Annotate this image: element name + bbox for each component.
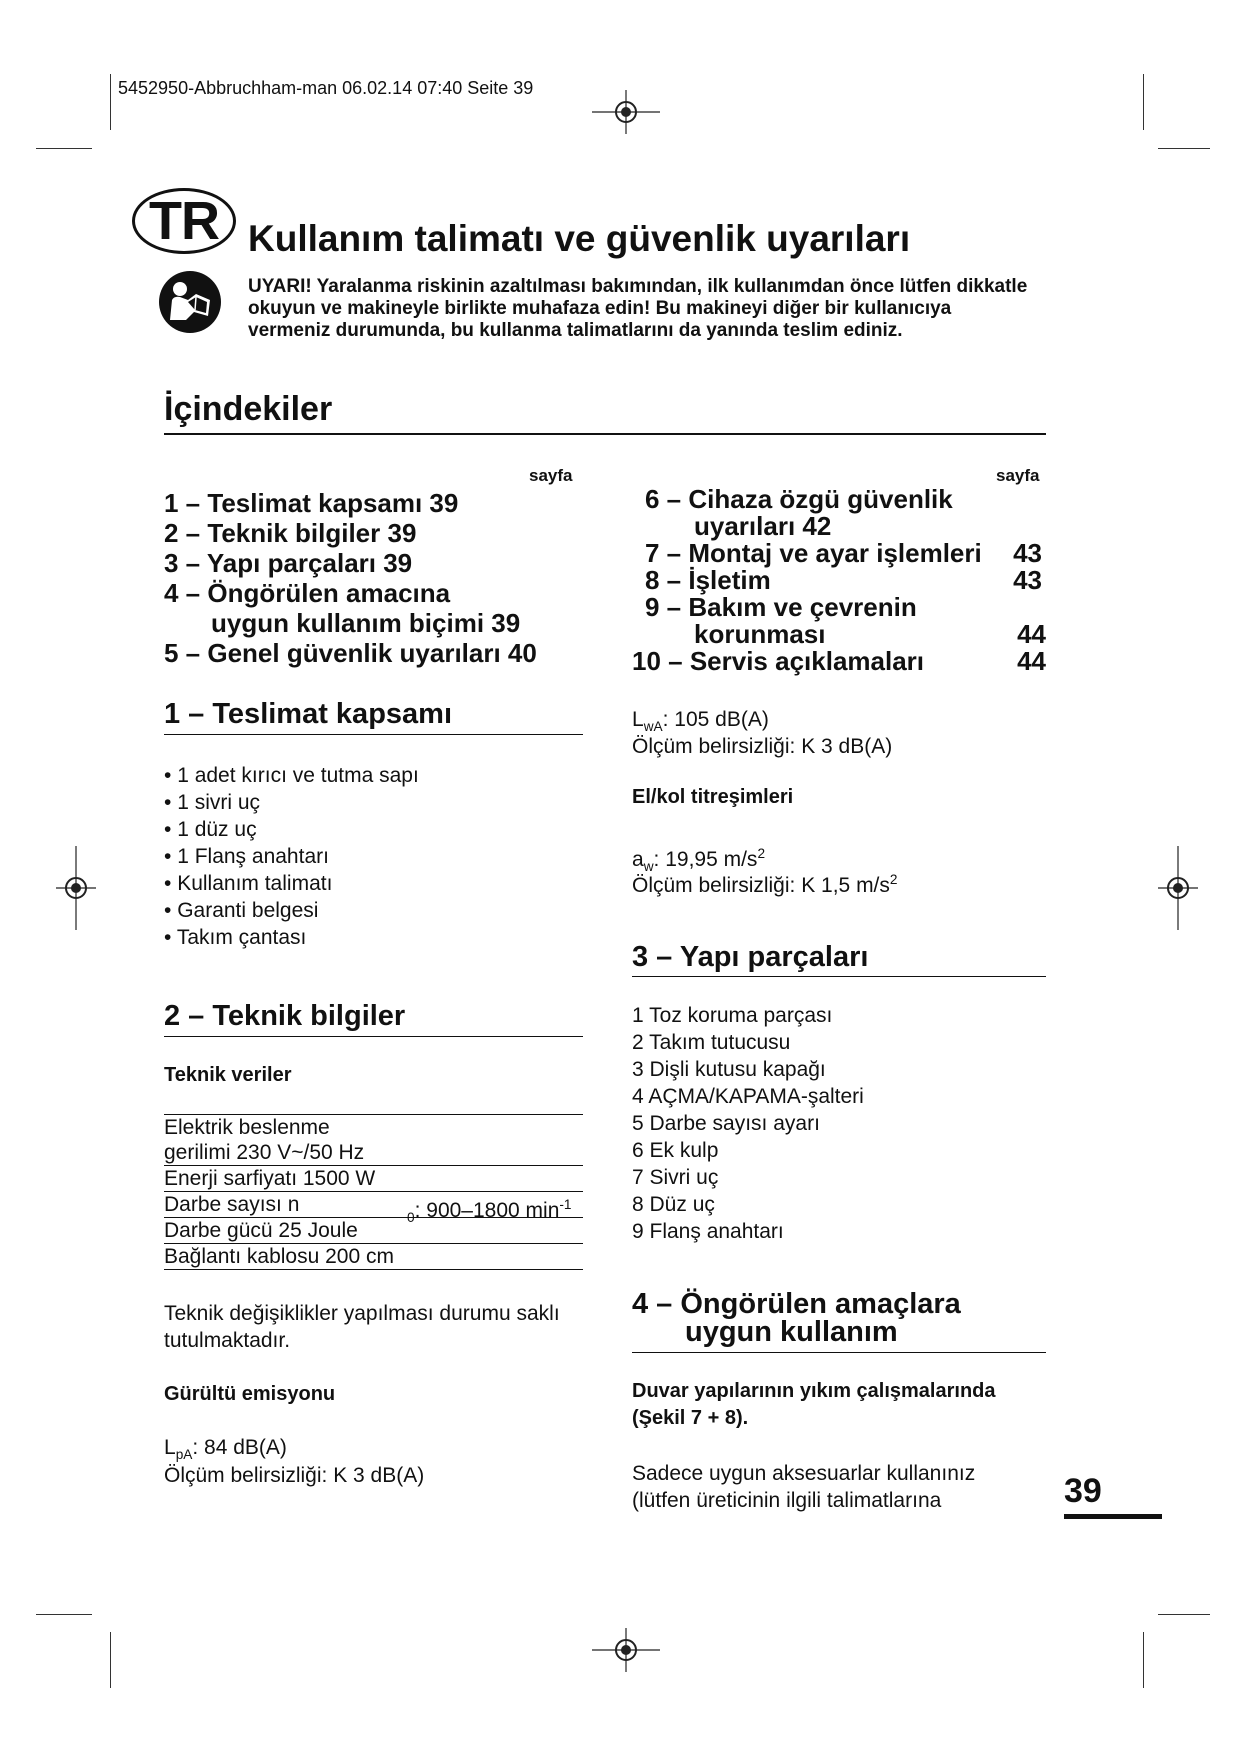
lwa-value: $L_{wA}$: 105 dB(A) bbox=[632, 708, 769, 735]
list-item: 6 Ek kulp bbox=[632, 1139, 719, 1162]
toc-item[interactable]: 3 – Yapı parçaları 39 bbox=[164, 548, 413, 578]
lwa-uncertainty: Ölçüm belirsizliği: K 3 dB(A) bbox=[632, 735, 893, 758]
lpa-uncertainty: Ölçüm belirsizliği: K 3 dB(A) bbox=[164, 1464, 425, 1487]
table-row bbox=[164, 1244, 583, 1270]
section-heading: 4 – Öngörülen amaçlara uygun kullanım bbox=[632, 1288, 961, 1348]
list-item: • 1 adet kırıcı ve tutma sapı bbox=[164, 762, 583, 789]
list-item: 1 Toz koruma parçası bbox=[632, 1004, 833, 1027]
registration-mark-icon bbox=[592, 1628, 660, 1672]
usage-bold-paragraph: Duvar yapılarının yıkım çalışmalarında (Şekil 7 + 8). bbox=[632, 1380, 996, 1429]
spec-cell: Enerji sarfiyatı 1500 W bbox=[164, 1166, 583, 1192]
crop-mark bbox=[110, 1632, 111, 1688]
aw-uncertainty: Ölçüm belirsizliği: K 1,5 $m/s^2$ bbox=[632, 872, 898, 897]
page-number-rule bbox=[1064, 1514, 1162, 1519]
list-item: 4 AÇMA/KAPAMA-şalteri bbox=[632, 1085, 864, 1108]
divider bbox=[164, 433, 1046, 435]
aw-value: $a_w$: 19,95 $m/s^2$ bbox=[632, 846, 766, 875]
toc-item[interactable]: 9 – Bakım ve çevrenin bbox=[645, 592, 917, 622]
crop-mark bbox=[1158, 1614, 1210, 1615]
divider bbox=[632, 1352, 1046, 1353]
list-item: • 1 Flanş anahtarı bbox=[164, 843, 583, 870]
toc-right-list bbox=[632, 486, 1046, 675]
registration-mark-icon bbox=[592, 90, 660, 134]
list-item: • 1 sivri uç bbox=[164, 789, 583, 816]
section-heading: 3 – Yapı parçaları bbox=[632, 941, 869, 973]
toc-item[interactable]: 10 – Servis açıklamaları 44 bbox=[632, 646, 1046, 676]
registration-mark-icon bbox=[1158, 846, 1198, 930]
crop-mark bbox=[36, 1614, 92, 1615]
lpa-value: $L_{pA}$: 84 dB(A) bbox=[164, 1436, 287, 1463]
list-item: 9 Flanş anahtarı bbox=[632, 1220, 784, 1243]
spec-cell: Bağlantı kablosu 200 cm bbox=[164, 1244, 583, 1270]
toc-item[interactable]: 5 – Genel güvenlik uyarıları 40 bbox=[164, 638, 537, 668]
subheading: Teknik veriler bbox=[164, 1064, 292, 1086]
toc-item[interactable]: 4 – Öngörülen amacına bbox=[164, 578, 451, 608]
crop-mark bbox=[36, 148, 92, 149]
page-title: Kullanım talimatı ve güvenlik uyarıları bbox=[248, 218, 911, 259]
list-item: • Takım çantası bbox=[164, 924, 583, 951]
spec-table bbox=[164, 1114, 583, 1270]
toc-page-label: sayfa bbox=[996, 466, 1040, 485]
list-item: 3 Dişli kutusu kapağı bbox=[632, 1058, 826, 1081]
table-row bbox=[164, 1192, 583, 1218]
divider bbox=[164, 734, 583, 735]
toc-page-label: sayfa bbox=[529, 466, 573, 485]
list-item: • Kullanım talimatı bbox=[164, 870, 583, 897]
technical-note: Teknik değişiklikler yapılması durumu saklı tutulmaktadır. bbox=[164, 1302, 560, 1352]
delivery-list bbox=[164, 762, 583, 951]
toc-item[interactable]: korunması 44 bbox=[694, 619, 1046, 649]
table-row bbox=[164, 1115, 583, 1166]
language-badge: TR bbox=[132, 188, 236, 254]
read-manual-icon bbox=[158, 270, 222, 334]
list-item: • Garanti belgesi bbox=[164, 897, 583, 924]
toc-left-list bbox=[164, 488, 584, 668]
toc-item[interactable]: uygun kullanım biçimi 39 bbox=[211, 608, 521, 638]
list-item: 2 Takım tutucusu bbox=[632, 1031, 791, 1054]
crop-mark bbox=[1158, 148, 1210, 149]
crop-mark bbox=[1143, 1632, 1144, 1688]
registration-mark-icon bbox=[56, 846, 96, 930]
toc-item[interactable]: 2 – Teknik bilgiler 39 bbox=[164, 518, 417, 548]
spec-cell: Darbe gücü 25 Joule bbox=[164, 1218, 583, 1244]
subheading: Gürültü emisyonu bbox=[164, 1383, 336, 1405]
subheading: El/kol titreşimleri bbox=[632, 786, 794, 808]
list-item: 5 Darbe sayısı ayarı bbox=[632, 1112, 820, 1135]
list-item: 8 Düz uç bbox=[632, 1193, 715, 1216]
usage-paragraph: Sadece uygun aksesuarlar kullanınız (lütfen üreticinin ilgili talimatlarına bbox=[632, 1462, 976, 1512]
list-item: • 1 düz uç bbox=[164, 816, 583, 843]
spec-cell: Darbe sayısı n $_0$: 900–1800 $\min^{-1}$ bbox=[164, 1192, 583, 1218]
crop-mark bbox=[1143, 74, 1144, 130]
section-heading: 2 – Teknik bilgiler bbox=[164, 1000, 406, 1032]
spec-cell: Elektrik beslenme gerilimi 230 V~/50 Hz bbox=[164, 1115, 583, 1166]
crop-mark bbox=[110, 74, 111, 130]
list-item: 7 Sivri uç bbox=[632, 1166, 719, 1189]
print-header: 5452950-Abbruchham-man 06.02.14 07:40 Seite 39 bbox=[118, 78, 534, 98]
page-number: 39 bbox=[1064, 1472, 1102, 1510]
toc-item[interactable]: 7 – Montaj ve ayar işlemleri 43 bbox=[645, 538, 1042, 568]
table-row bbox=[164, 1166, 583, 1192]
toc-heading: İçindekiler bbox=[164, 390, 333, 428]
toc-item[interactable]: uyarıları 42 bbox=[694, 511, 832, 541]
toc-item[interactable]: 1 – Teslimat kapsamı 39 bbox=[164, 488, 459, 518]
toc-item[interactable]: 8 – İşletim 43 bbox=[645, 565, 1042, 595]
divider bbox=[632, 976, 1046, 977]
divider bbox=[164, 1036, 583, 1037]
toc-item[interactable]: 6 – Cihaza özgü güvenlik bbox=[645, 484, 953, 514]
parts-list bbox=[632, 1002, 1046, 1245]
section-heading: 1 – Teslimat kapsamı bbox=[164, 698, 453, 730]
warning-text: UYARI! Yaralanma riskinin azaltılması bakımından, ilk kullanımdan önce lütfen dikkatle okuyun ve makineyle birlikte muhafaza edin! Bu makineyi diğer bir kullanıcıya vermeniz durumunda, bu kullanma talimatlarını da yanında teslim ediniz. bbox=[248, 276, 1028, 341]
